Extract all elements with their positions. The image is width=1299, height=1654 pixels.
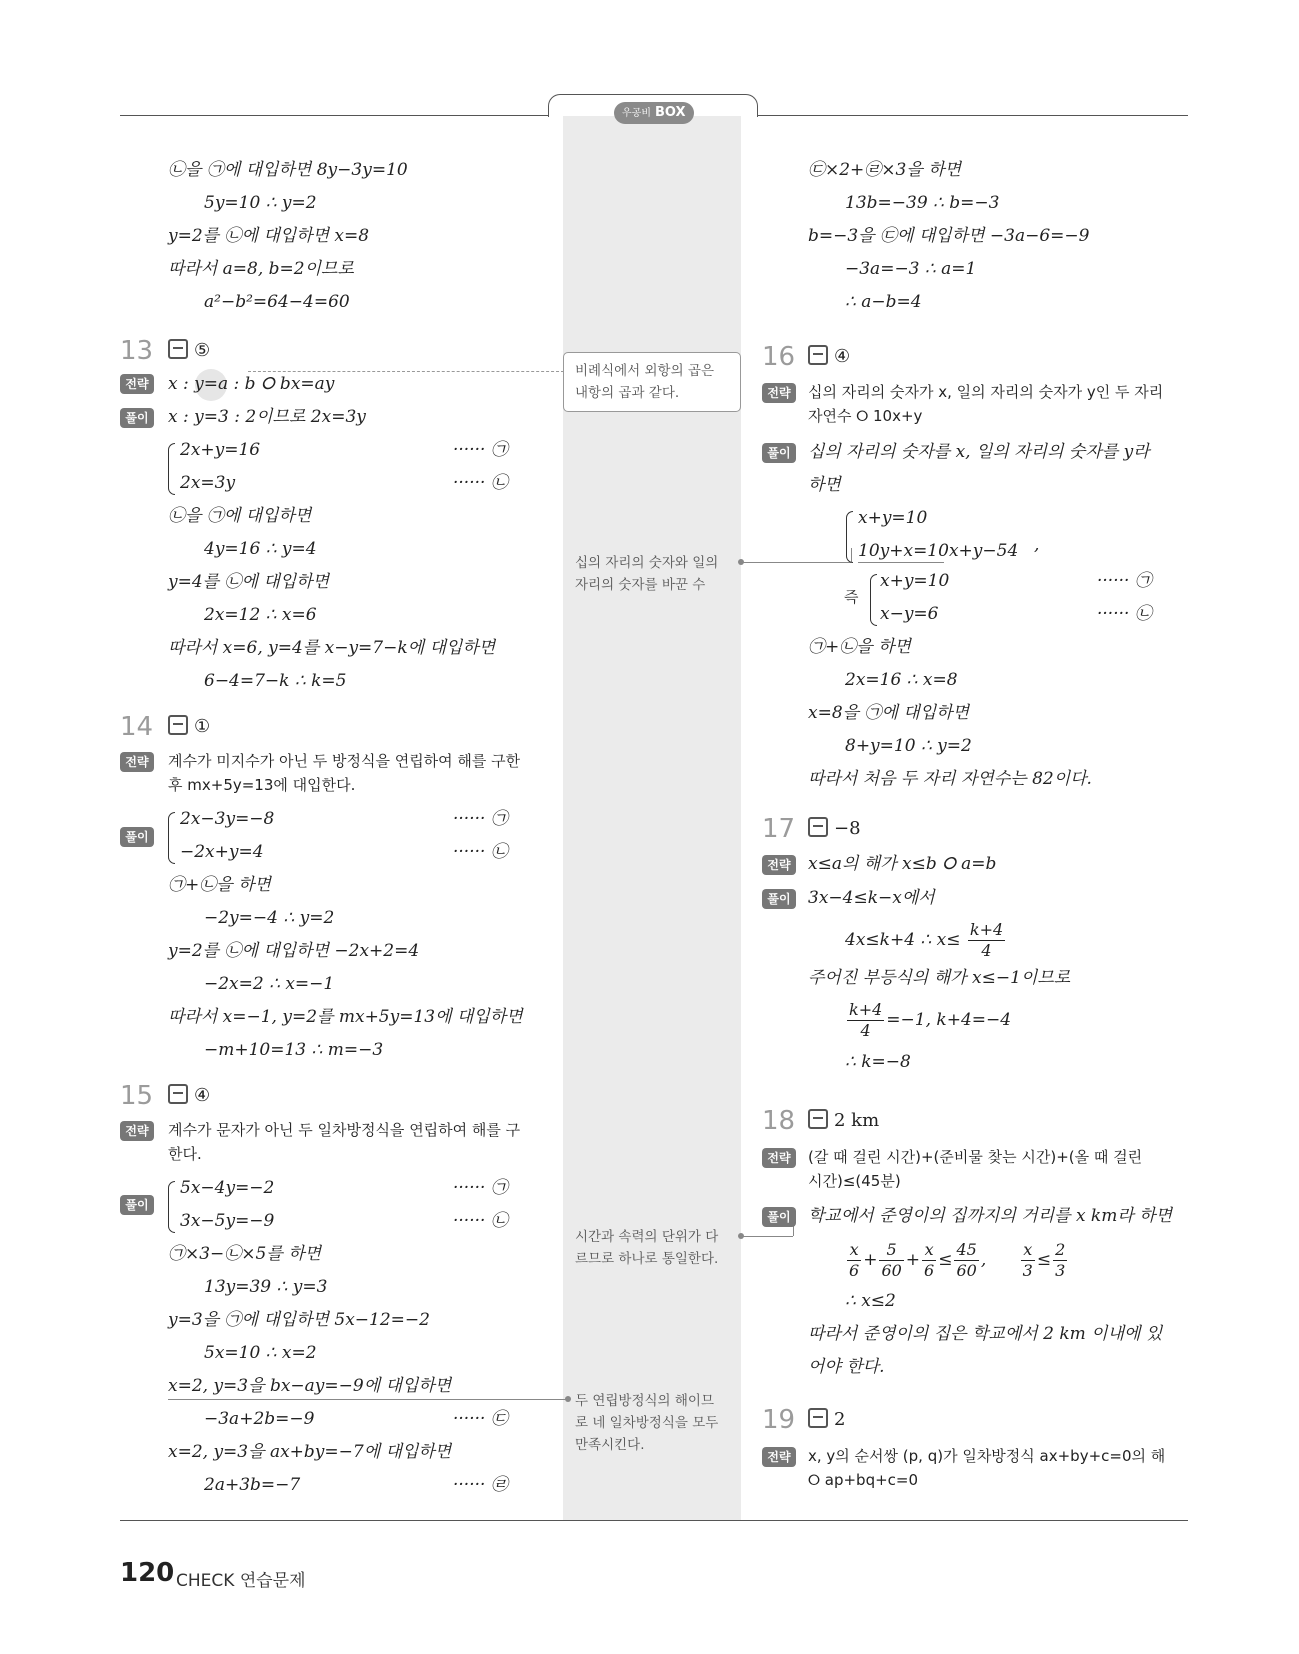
answer: ⑤: [168, 337, 210, 365]
answer: 2: [808, 1406, 845, 1434]
equation-tag: ······ ㉣: [453, 1475, 508, 1495]
equation: x−y=6: [880, 604, 939, 624]
note-connector: [248, 371, 564, 372]
solution-badge: 풀이: [762, 889, 796, 909]
solution-line: 따라서 처음 두 자리 자연수는 82이다.: [808, 769, 1092, 789]
question-number: 14: [120, 712, 154, 742]
solution-line: 십의 자리의 숫자를 x, 일의 자리의 숫자를 y라: [808, 442, 1150, 462]
solution-line: 13y=39 ∴ y=3: [204, 1277, 328, 1297]
note-text: 비례식에서 외항의 곱은: [575, 363, 714, 379]
equation-tag: ······ ㉡: [453, 842, 508, 862]
solution-line: 하면: [808, 475, 841, 495]
solution-line: x : y=3 : 2이므로 2x=3y: [168, 407, 366, 427]
fraction: $\frac{x}{3}$: [1022, 1240, 1033, 1280]
solution-badge: 풀이: [120, 408, 154, 428]
equation: 2x=3y: [180, 473, 236, 493]
connector-dot: [565, 1396, 571, 1402]
solution-line: 3x−4≤k−x에서: [808, 888, 935, 908]
comma: ,: [1034, 535, 1040, 555]
solution-line: x=2, y=3을 bx−ay=−9에 대입하면: [168, 1376, 452, 1396]
equation-tag: ······ ㉠: [453, 1178, 508, 1198]
answer: ①: [168, 713, 210, 741]
right-line-5: ∴ a−b=4: [845, 292, 922, 312]
fraction: $\frac{x}{6}$: [849, 1240, 860, 1280]
solution-line: y=4를 ㉡에 대입하면: [168, 572, 330, 592]
solution-badge: 풀이: [120, 827, 154, 847]
underline-connector: [168, 1399, 568, 1400]
solution-line: ㉠+㉡을 하면: [168, 875, 271, 895]
solution-line: 따라서 x=6, y=4를 x−y=7−k에 대입하면: [168, 638, 496, 658]
fraction: $\frac{2}{3}$: [1055, 1240, 1066, 1280]
equation: 2x−3y=−8: [180, 809, 275, 829]
solution-line: −2y=−4 ∴ y=2: [204, 908, 335, 928]
question-number: 19: [762, 1405, 796, 1435]
strategy-text: 계수가 문자가 아닌 두 일차방정식을 연립하여 해를 구: [168, 1121, 521, 1139]
equation: 10y+x=10x+y−54: [858, 541, 1019, 561]
question-number: 17: [762, 814, 796, 844]
solution-line: −m+10=13 ∴ m=−3: [204, 1040, 384, 1060]
equation-tag: ······ ㉠: [453, 440, 508, 460]
equation-tag: ······ ㉡: [453, 473, 508, 493]
strategy-badge: 전략: [120, 374, 154, 394]
fraction: $\frac{5}{60}$: [881, 1240, 902, 1280]
strategy-badge: 전략: [762, 383, 796, 403]
equation: 2x+y=16: [180, 440, 261, 460]
note-connector: [741, 562, 851, 563]
right-line-4: −3a=−3 ∴ a=1: [845, 259, 977, 279]
question-number: 16: [762, 342, 796, 372]
note-text: 십의 자리의 숫자와 일의: [575, 555, 719, 571]
note-text: 만족시킨다.: [575, 1437, 645, 1453]
solution-line: −2x=2 ∴ x=−1: [204, 974, 335, 994]
solution-line: 2x=16 ∴ x=8: [845, 670, 958, 690]
solution-line: 2a+3b=−7: [204, 1475, 301, 1495]
equation-tag: ······ ㉠: [453, 809, 508, 829]
right-line-1: ㉢×2+㉣×3을 하면: [808, 160, 962, 180]
strategy-badge: 전략: [762, 1447, 796, 1467]
fraction: $\frac{45}{60}$: [956, 1240, 977, 1280]
question-number: 18: [762, 1106, 796, 1136]
solution-line: 따라서 준영이의 집은 학교에서 2 km 이내에 있: [808, 1324, 1163, 1344]
fraction: $\frac{k+4}{4}$: [849, 1000, 883, 1040]
left-line-5: a²−b²=64−4=60: [204, 292, 350, 312]
strategy-badge: 전략: [120, 1121, 154, 1141]
left-line-1: ㉡을 ㉠에 대입하면 8y−3y=10: [168, 160, 408, 180]
solution-line: 어야 한다.: [808, 1357, 885, 1377]
strategy-text: 시간)≤(45분): [808, 1172, 901, 1190]
note-text: 로 네 일차방정식을 모두: [575, 1415, 719, 1431]
question-number: 15: [120, 1081, 154, 1111]
solution-line: 2x=12 ∴ x=6: [204, 605, 317, 625]
underline: [858, 562, 944, 563]
note-text: 시간과 속력의 단위가 다: [575, 1229, 719, 1245]
header-rule-left: [120, 115, 550, 116]
solution-line: 6−4=7−k ∴ k=5: [204, 671, 347, 691]
question-number: 13: [120, 336, 154, 366]
answer-icon: [168, 339, 188, 359]
answer: ④: [808, 343, 850, 371]
header-rule-right: [754, 115, 1188, 116]
answer-icon: [808, 345, 828, 365]
strategy-text: 후 mx+5y=13에 대입한다.: [168, 776, 356, 794]
solution-line: 4x≤k+4 ∴ x≤ $\frac{k+4}{4}$: [845, 920, 1004, 960]
solution-line: $\frac{k+4}{4}$ =−1, k+4=−4: [849, 1000, 1012, 1040]
solution-line: ∴ k=−8: [845, 1052, 911, 1072]
solution-line: ㉠×3−㉡×5를 하면: [168, 1244, 322, 1264]
equation: 3x−5y=−9: [180, 1211, 275, 1231]
answer-icon: [808, 1408, 828, 1428]
solution-line: 따라서 x=−1, y=2를 mx+5y=13에 대입하면: [168, 1007, 523, 1027]
solution-line: ∴ x≤2: [845, 1291, 896, 1311]
solution-line: 5x=10 ∴ x=2: [204, 1343, 317, 1363]
answer-icon: [168, 715, 188, 735]
solution-line: $\frac{x}{6}$ + $\frac{5}{60}$ + $\frac{x}{6}$ ≤ $\frac{45}{60}$ , $\frac{x}{3}$ ≤ $\frac{2}{3}$: [849, 1240, 1066, 1280]
solution-line: ㉠+㉡을 하면: [808, 637, 911, 657]
box-label: 우공비 BOX: [614, 102, 694, 124]
note-text: 내항의 곱과 같다.: [575, 385, 680, 401]
system-brace: [168, 812, 175, 864]
sidebar-box-column: [563, 116, 741, 1520]
solution-line: −3a+2b=−9: [204, 1409, 315, 1429]
fraction: $\frac{x}{6}$: [924, 1240, 935, 1280]
solution-badge: 풀이: [120, 1195, 154, 1215]
answer-icon: [808, 1109, 828, 1129]
solution-line: y=3을 ㉠에 대입하면 5x−12=−2: [168, 1310, 430, 1330]
equation-tag: ······ ㉡: [1097, 604, 1152, 624]
left-line-3: y=2를 ㉡에 대입하면 x=8: [168, 226, 370, 246]
answer: −8: [808, 815, 861, 843]
solution-line: ㉡을 ㉠에 대입하면: [168, 506, 312, 526]
equation-tag: ······ ㉡: [453, 1211, 508, 1231]
solution-line: x=8을 ㉠에 대입하면: [808, 703, 969, 723]
equation: 5x−4y=−2: [180, 1178, 275, 1198]
solution-line: x=2, y=3을 ax+by=−7에 대입하면: [168, 1442, 452, 1462]
solution-line: 학교에서 준영이의 집까지의 거리를 x km라 하면: [808, 1206, 1173, 1226]
equation: −2x+y=4: [180, 842, 264, 862]
system-brace: [846, 511, 853, 563]
note-text: 두 연립방정식의 해이므: [575, 1393, 714, 1409]
equation: x+y=10: [858, 508, 928, 528]
right-line-2: 13b=−39 ∴ b=−3: [845, 193, 1000, 213]
left-line-2: 5y=10 ∴ y=2: [204, 193, 317, 213]
strategy-text: (갈 때 걸린 시간)+(준비물 찾는 시간)+(올 때 걸린: [808, 1148, 1143, 1166]
strategy-text: x : y=a : b ⭘ bx=ay: [168, 374, 335, 394]
page-number: 120: [120, 1558, 175, 1588]
solution-line: y=2를 ㉡에 대입하면 −2x+2=4: [168, 941, 420, 961]
strategy-text: 계수가 미지수가 아닌 두 방정식을 연립하여 해를 구한: [168, 752, 521, 770]
strategy-badge: 전략: [762, 855, 796, 875]
equation-tag: ······ ㉠: [1097, 571, 1152, 591]
strategy-badge: 전략: [762, 1148, 796, 1168]
solution-line: 주어진 부등식의 해가 x≤−1이므로: [808, 968, 1071, 988]
answer: 2 km: [808, 1107, 879, 1135]
system-brace: [168, 443, 175, 495]
strategy-text: 한다.: [168, 1145, 202, 1163]
strategy-badge: 전략: [120, 752, 154, 772]
footer-rule: [120, 1520, 1188, 1521]
jeuk-label: 즉: [844, 588, 859, 606]
strategy-text: 자연수 ⭘ 10x+y: [808, 407, 923, 425]
answer-icon: [808, 817, 828, 837]
solution-badge: 풀이: [762, 443, 796, 463]
right-line-3: b=−3을 ㉢에 대입하면 −3a−6=−9: [808, 226, 1090, 246]
answer-icon: [168, 1084, 188, 1104]
note-text: 르므로 하나로 통일한다.: [575, 1251, 719, 1267]
solution-line: 8+y=10 ∴ y=2: [845, 736, 972, 756]
equation: x+y=10: [880, 571, 950, 591]
strategy-text: x≤a의 해가 x≤b ⭘ a=b: [808, 854, 997, 874]
answer: ④: [168, 1082, 210, 1110]
system-brace: [168, 1181, 175, 1233]
strategy-text: 십의 자리의 숫자가 x, 일의 자리의 숫자가 y인 두 자리: [808, 383, 1164, 401]
solution-line: 4y=16 ∴ y=4: [204, 539, 317, 559]
footer-title: CHECK 연습문제: [176, 1571, 306, 1591]
note-text: 자리의 숫자를 바꾼 수: [575, 577, 706, 593]
fraction: $\frac{k+4}{4}$: [969, 920, 1004, 960]
solution-badge: 풀이: [762, 1207, 796, 1227]
note-connector: [741, 1236, 793, 1237]
strategy-text: ⭘ ap+bq+c=0: [808, 1471, 919, 1489]
strategy-text: x, y의 순서쌍 (p, q)가 일차방정식 ax+by+c=0의 해: [808, 1447, 1166, 1465]
equation-tag: ······ ㉢: [453, 1409, 508, 1429]
left-line-4: 따라서 a=8, b=2이므로: [168, 259, 354, 279]
system-brace: [870, 574, 877, 626]
